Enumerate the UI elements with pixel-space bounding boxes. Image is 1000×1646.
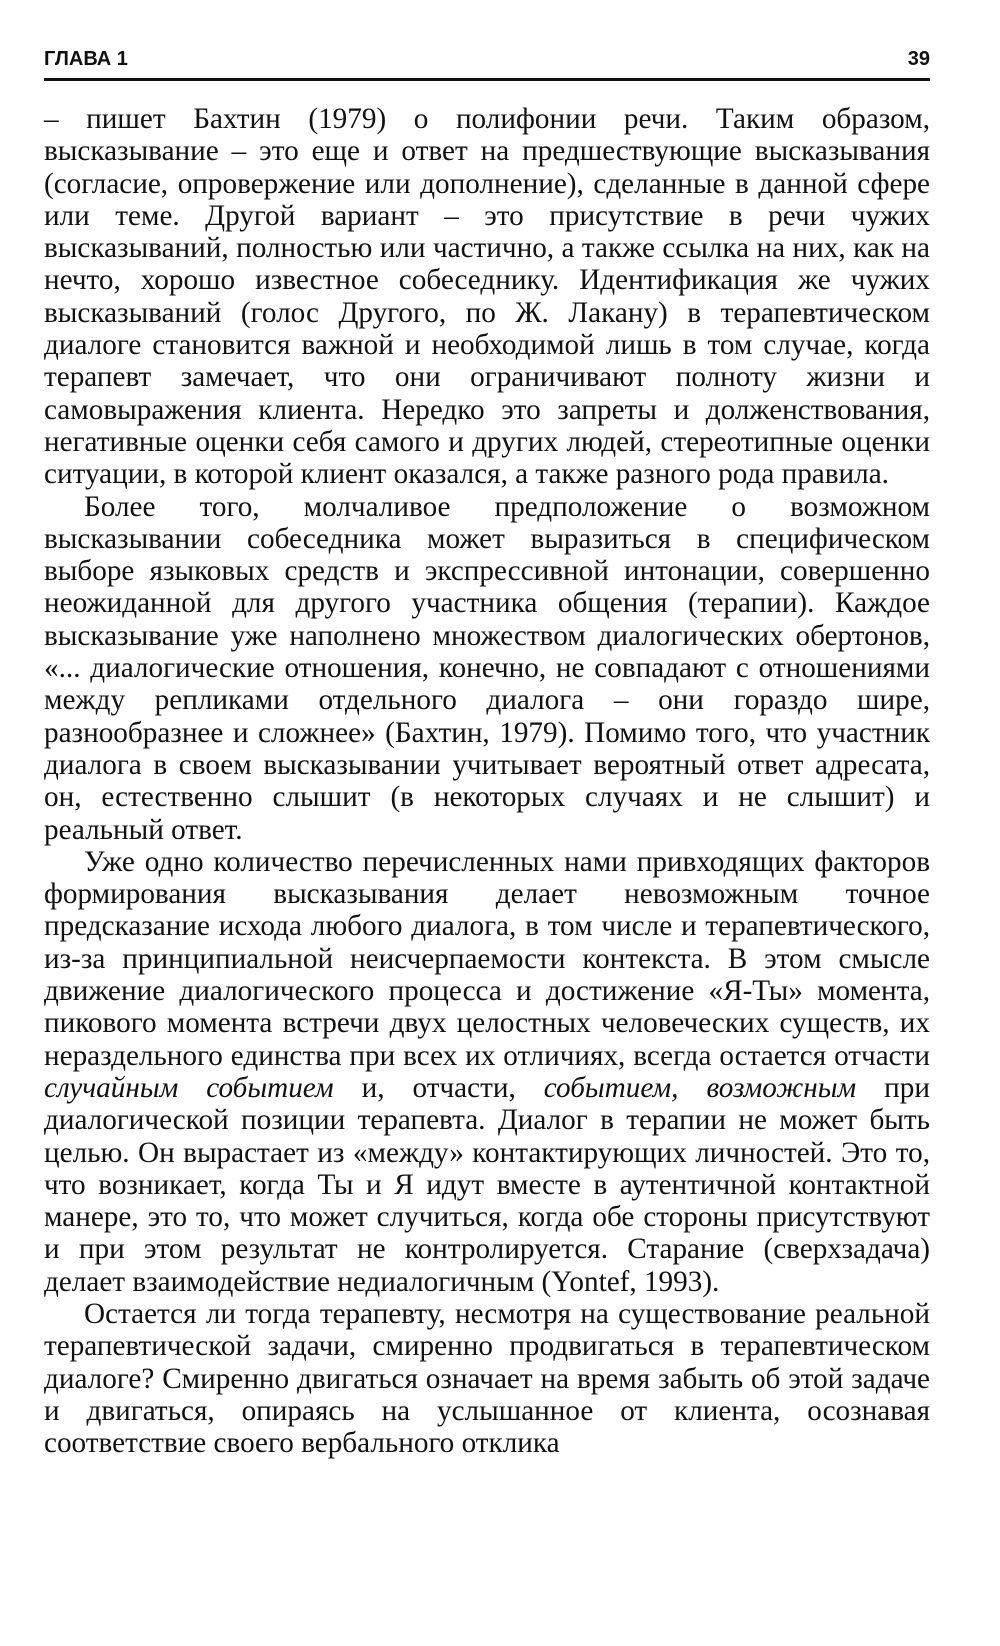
running-header <box>44 40 930 81</box>
paragraph-text: – пишет Бахтин (1979) о полифонии речи. Таким образом, высказывание – это еще и ответ на предшествующие высказывания (согласие, опровержение или дополнение), сделанные в данной сфере или теме. Другой вариант – это присутствие в речи чужих высказываний, полностью или частично, а также ссылка на них, как на нечто, хорошо известное собеседнику. Идентификация же чужих высказываний (голос Другого, по Ж. Лакану) в терапевтическом диалоге становится важной и необходимой лишь в том случае, когда терапевт замечает, что они ограничивают полноту жизни и самовыражения клиента. Нередко это запреты и долженствования, негативные оценки себя самого и других людей, стереотипные оценки ситуации, в которой клиент оказался, а также разного рода правила. <box>44 103 930 491</box>
paragraph-text: Уже одно количество перечисленных нами привходящих факторов формирования высказывания делает невозможным точное предсказание исхода любого диалога, в том числе и терапевтического, из-за принципиальной неисчерпаемости контекста. В этом смысле движение диалогического процесса и достижение «Я-Ты» момента, пикового момента встречи двух целостных человеческих существ, их нераздельного единства при всех их отличиях, всегда остается отчасти <box>44 845 930 1072</box>
paragraph-text: и, отчасти, <box>333 1071 544 1104</box>
paragraph-text: Остается ли тогда терапевту, несмотря на существование реальной терапевтической задачи, смиренно продвигаться в терапевтическом диалоге? Смиренно двигаться означает на время забыть об этой задаче и двигаться, опираясь на услышанное от клиента, осознавая соответствие своего вербального отклика <box>44 1297 930 1460</box>
paragraph-2 <box>44 491 930 846</box>
paragraph-3 <box>44 846 930 1298</box>
italic-phrase: случайным событием <box>44 1071 334 1104</box>
paragraph-4 <box>44 1298 930 1459</box>
paragraph-text: при диалогической позиции терапевта. Диалог в терапии не может быть целью. Он вырастает из «между» контактирующих личностей. Это то, что возникает, когда Ты и Я идут вместе в аутентичной контактной манере, это то, что может случиться, когда обе стороны присутствуют и при этом результат не контролируется. Старание (сверхзадача) делает взаимодействие недиалогичным (Yontef, 1993). <box>44 1071 930 1298</box>
body-text <box>44 103 930 1459</box>
paragraph-text: Более того, молчаливое предположение о возможном высказывании собеседника может выразиться в специфическом выборе языковых средств и экспрессивной интонации, совершенно неожиданной для другого участника общения (терапии). Каждое высказывание уже наполнено множеством диалогических обертонов, «... диалогические отношения, конечно, не совпадают с отношениями между репликами отдельного диалога – они гораздо шире, разнообразнее и сложнее» (Бахтин, 1979). Помимо того, что участник диалога в своем высказывании учитывает вероятный ответ адресата, он, естественно слышит (в некоторых случаях и не слышит) и реальный ответ. <box>44 490 930 846</box>
italic-phrase: событием, возможным <box>543 1071 857 1104</box>
paragraph-1 <box>44 103 930 491</box>
page-number: 39 <box>907 48 930 70</box>
chapter-title: ГЛАВА 1 <box>44 48 128 70</box>
